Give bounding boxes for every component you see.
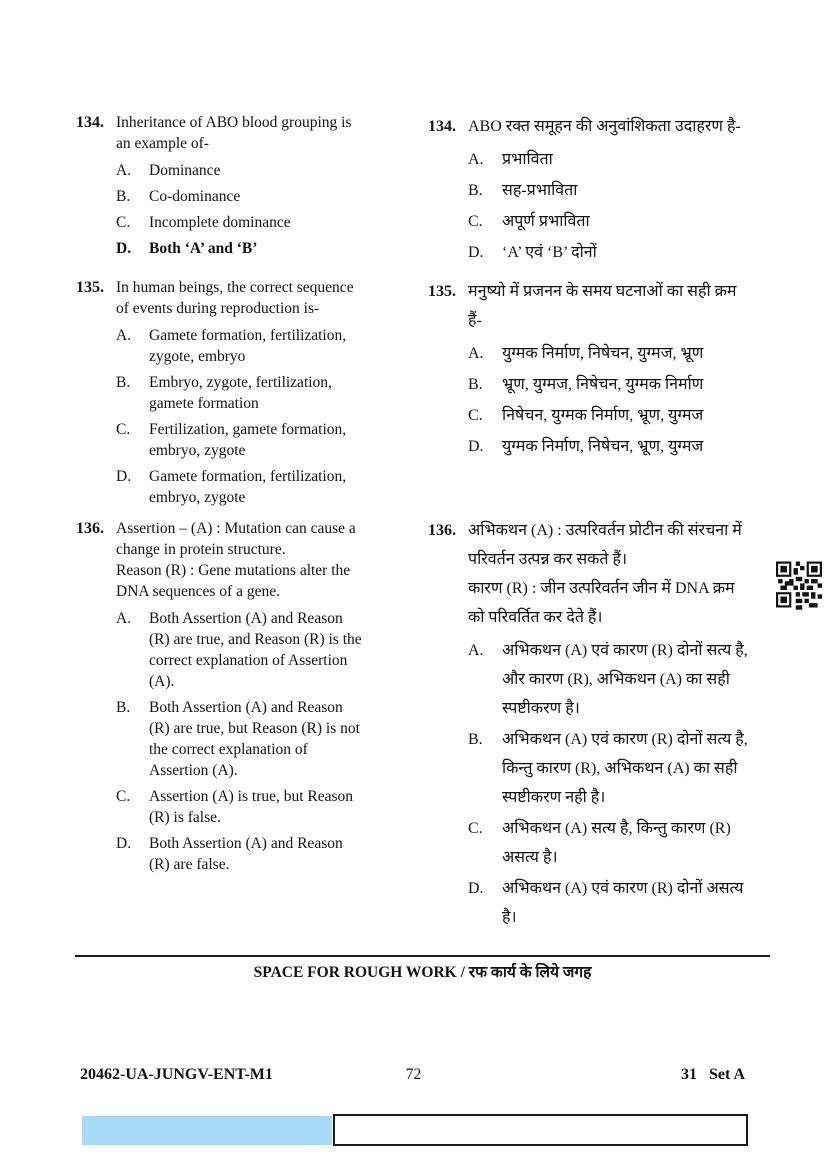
text-line: स्पष्टीकरण है। [502,700,580,717]
option-letter: A. [468,151,484,168]
text-line: असत्य है। [502,849,558,866]
text-line: Inheritance of ABO blood grouping is [116,114,352,131]
option-text [149,786,353,828]
text-line: embryo, zygote [149,442,246,459]
text-line: gamete formation [149,395,259,412]
qr-code-icon [776,558,822,611]
paper-code: 20462-UA-JUNGV-ENT-M1 [80,1066,273,1083]
option-c [116,786,418,828]
text-line: Both ‘A’ and ‘B’ [149,240,258,257]
text-line: In human beings, the correct sequence [116,279,354,296]
option-text [149,697,360,781]
text-line: Both Assertion (A) and Reason [149,610,343,627]
options-list [468,636,782,932]
option-a [468,145,782,174]
option-d [116,833,418,875]
question-stem [468,112,782,141]
option-letter: B. [116,374,131,391]
text-line: correct explanation of Assertion [149,652,348,669]
option-text [502,636,748,723]
option-text [502,176,577,205]
option-text [502,207,590,236]
option-text [502,339,703,368]
text-line: युग्मक निर्माण, निषेचन, युग्मज, भ्रूण [502,345,704,362]
footer-divider [75,955,770,957]
text-line: ‘A’ एवं ‘B’ दोनों [502,244,597,261]
question-stem [116,277,418,319]
text-line: कारण (R) : जीन उत्परिवर्तन जीन में DNA क्रम [468,580,735,597]
text-line: Embryo, zygote, fertilization, [149,374,332,391]
option-letter: C. [116,788,131,805]
option-letter: B. [468,731,483,748]
option-c [116,419,418,461]
option-letter: D. [116,835,132,852]
option-letter: A. [116,327,132,344]
text-line: Assertion (A). [149,762,238,779]
question-number: 135. [76,279,104,296]
option-d [468,238,782,267]
text-line: युग्मक निर्माण, निषेचन, भ्रूण, युग्मज [502,438,704,455]
option-a [116,608,418,692]
option-text [149,608,362,692]
answer-box [333,1114,748,1146]
text-line: अपूर्ण प्रभाविता [502,213,590,230]
question-number: 136. [428,522,456,539]
options-list [116,608,418,875]
option-letter: A. [116,610,132,627]
option-letter: B. [468,182,483,199]
option-text [149,186,240,207]
option-text [149,160,220,181]
option-text [502,725,748,812]
text-line: Dominance [149,162,221,179]
text-line: (R) are true, but Reason (R) is not [149,720,360,737]
option-letter: D. [468,244,484,261]
text-line: (A). [149,673,175,690]
text-line: अभिकथन (A) : उत्परिवर्तन प्रोटीन की संरचना में [468,522,742,539]
option-b [116,372,418,414]
text-line: Gamete formation, fertilization, [149,468,347,485]
question-number: 134. [428,118,456,135]
text-line: अभिकथन (A) सत्य है, किन्तु कारण (R) [502,820,731,837]
text-line: Assertion (A) is true, but Reason [149,788,354,805]
option-letter: A. [468,642,484,659]
question-134-hi [428,112,782,267]
option-c [468,401,782,430]
option-letter: A. [468,345,484,362]
option-letter: C. [116,421,131,438]
option-letter: D. [116,468,132,485]
option-text [149,833,343,875]
option-text [502,238,597,267]
option-letter: D. [468,880,484,897]
option-c [468,207,782,236]
highlight-bar [82,1116,332,1145]
option-text [502,874,743,932]
text-line: (R) are false. [149,856,230,873]
option-d [116,238,418,259]
option-text [502,370,703,399]
option-a [116,160,418,181]
text-line: DNA sequences of a gene. [116,583,280,600]
option-d [468,432,782,461]
question-number: 135. [428,283,456,300]
options-list [468,145,782,267]
text-line: हैं- [468,312,482,329]
option-text [149,238,257,259]
question-number: 136. [76,520,104,537]
text-line: है। [502,909,517,926]
option-text [502,145,553,174]
options-list [468,339,782,461]
option-text [149,466,346,508]
text-line: Co-dominance [149,188,241,205]
option-text [502,401,703,430]
text-line: भ्रूण, युग्मज, निषेचन, युग्मक निर्माण [502,376,704,393]
option-letter: A. [116,162,132,179]
text-line: Fertilization, gamete formation, [149,421,347,438]
option-text [149,419,346,461]
option-c [468,814,782,872]
option-d [468,874,782,932]
question-135-en [76,277,418,508]
option-c [116,212,418,233]
text-line: अभिकथन (A) एवं कारण (R) दोनों असत्य [502,880,744,897]
option-text [149,372,332,414]
option-b [116,186,418,207]
option-letter: C. [116,214,131,231]
option-letter: D. [468,438,484,455]
option-letter: B. [116,188,131,205]
text-line: zygote, embryo [149,348,246,365]
question-number: 134. [76,114,104,131]
options-list [116,160,418,259]
text-line: Reason (R) : Gene mutations alter the [116,562,351,579]
set-name: Set A [709,1066,745,1083]
option-text [502,432,703,461]
text-line: embryo, zygote [149,489,246,506]
option-text [149,212,291,233]
text-line: सह-प्रभाविता [502,182,578,199]
question-stem [116,518,418,602]
option-text [502,814,731,872]
option-letter: C. [468,407,483,424]
text-line: the correct explanation of [149,741,308,758]
text-line: परिवर्तन उत्पन्न कर सकते हैं। [468,551,628,568]
text-line: an example of- [116,135,209,152]
option-letter: B. [468,376,483,393]
option-letter: D. [116,240,132,257]
page-number: 72 [405,1066,422,1083]
option-letter: C. [468,820,483,837]
text-line: प्रभाविता [502,151,553,168]
text-line: स्पष्टीकरण नही है। [502,789,606,806]
option-letter: B. [116,699,131,716]
options-list [116,325,418,508]
text-line: और कारण (R), अभिकथन (A) का सही [502,671,730,688]
text-line: को परिवर्तित कर देते हैं। [468,609,603,626]
rough-work-heading: SPACE FOR ROUGH WORK / रफ कार्य के लिये जगह [253,964,592,981]
question-136-hi [428,516,782,932]
question-stem [468,277,782,335]
option-b [468,176,782,205]
option-a [468,339,782,368]
text-line: (R) is false. [149,809,221,826]
text-line: Both Assertion (A) and Reason [149,835,343,852]
question-stem [468,516,782,632]
text-line: Assertion – (A) : Mutation can cause a [116,520,356,537]
text-line: अभिकथन (A) एवं कारण (R) दोनों सत्य है, [502,642,748,659]
text-line: अभिकथन (A) एवं कारण (R) दोनों सत्य है, [502,731,748,748]
set-info [681,1066,745,1084]
text-line: change in protein structure. [116,541,286,558]
option-b [468,725,782,812]
text-line: मनुष्यो में प्रजनन के समय घटनाओं का सही क्रम [468,283,737,300]
question-stem [116,112,418,154]
option-b [468,370,782,399]
text-line: (R) are true, and Reason (R) is the [149,631,362,648]
question-135-hi [428,277,782,461]
question-134-en [76,112,418,259]
text-line: Gamete formation, fertilization, [149,327,347,344]
text-line: निषेचन, युग्मक निर्माण, भ्रूण, युग्मज [502,407,704,424]
option-a [468,636,782,723]
text-line: of events during reproduction is- [116,300,320,317]
option-letter: C. [468,213,483,230]
text-line: Incomplete dominance [149,214,291,231]
question-136-en [76,518,418,875]
option-d [116,466,418,508]
text-line: ABO रक्त समूहन की अनुवांशिकता उदाहरण है- [468,118,741,135]
option-a [116,325,418,367]
option-b [116,697,418,781]
text-line: किन्तु कारण (R), अभिकथन (A) का सही [502,760,738,777]
text-line: Both Assertion (A) and Reason [149,699,343,716]
set-number: 31 [681,1066,697,1083]
option-text [149,325,346,367]
